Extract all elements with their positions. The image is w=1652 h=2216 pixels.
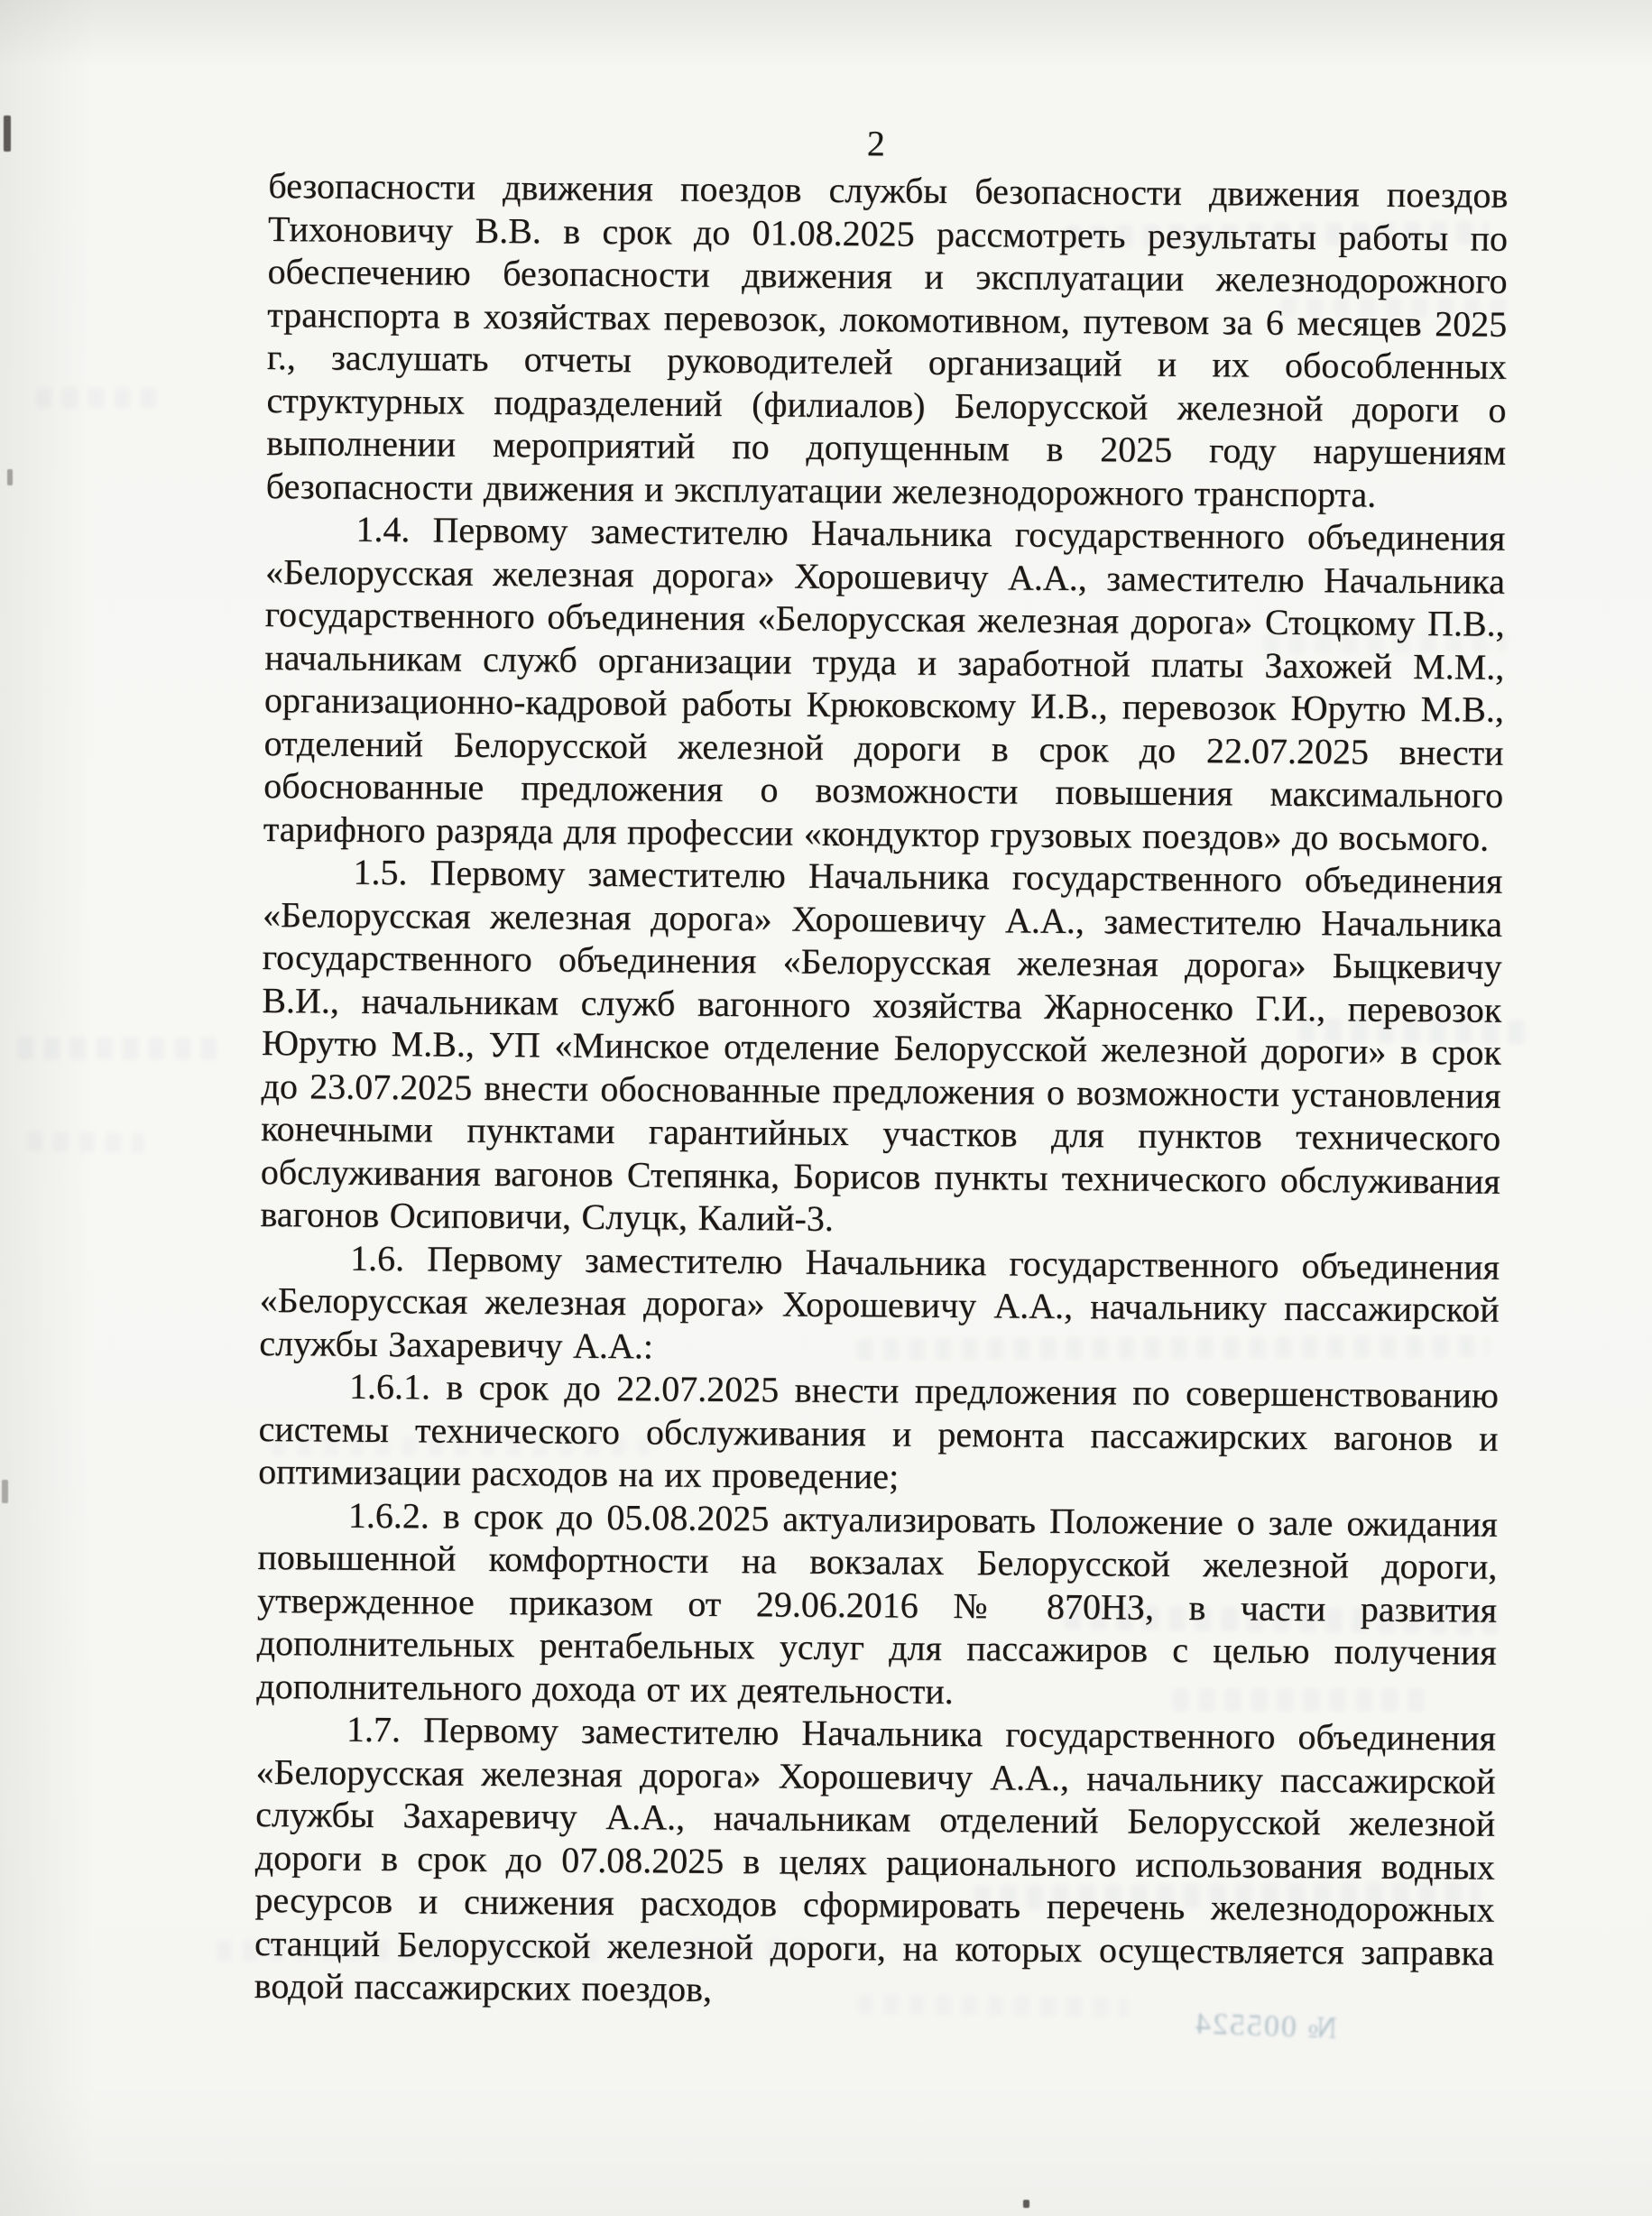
scan-speck	[7, 469, 13, 485]
paragraph-1-6-2: 1.6.2. в срок до 05.08.2025 актуализировать Положение о зале ожидания повышенной комфортности на вокзалах Белорусской железной дороги, утвержденное приказом от 29.06.2016 № 870НЗ, в части развития дополнительных рентабельных услуг для пассажиров с целью получения дополнительного дохода от их деятельности.	[256, 1494, 1498, 1712]
bleed-through-mark	[36, 388, 162, 408]
paragraph-1-7: 1.7. Первому заместителю Начальника государственного объединения «Белорусская железная дорога» Хорошевичу А.А., начальнику пассажирской службы Захаревичу А.А., начальникам отделений Белорусской железной дороги в срок до 07.08.2025 в целях рационального использования водных ресурсов и снижения расходов сформировать перечень железнодорожных станций Белорусской железной дороги, на которых осуществляется заправка водой пассажирских поездов,	[254, 1708, 1497, 2009]
document-body	[254, 164, 1509, 2017]
scan-edge-shade-left	[0, 0, 135, 2216]
scan-edge-shade-top	[0, 0, 1652, 81]
bleed-through-mark	[18, 1038, 217, 1059]
scan-speck	[1023, 2200, 1029, 2208]
document-content	[254, 117, 1509, 2017]
paragraph-1-5: 1.5. Первому заместителю Начальника государственного объединения «Белорусская железная дорога» Хорошевичу А.А., заместителю Начальника государственного объединения «Белорусская железная дорога» Быцкевичу В.И., начальникам служб вагонного хозяйства Жарносенко Г.И., перевозок Юрутю М.В., УП «Минское отделение Белорусской железной дороги» в срок до 23.07.2025 внести обоснованные предложения о возможности установления конечными пунктами гарантийных участков для пунктов технического обслуживания вагонов Степянка, Борисов пункты технического обслуживания вагонов Осиповичи, Слуцк, Калий-3.	[260, 851, 1503, 1239]
paragraph-1-6-1: 1.6.1. в срок до 22.07.2025 внести предложения по совершенствованию системы технического обслуживания и ремонта пассажирских вагонов и оптимизации расходов на их проведение;	[258, 1365, 1500, 1497]
paragraph-1-6: 1.6. Первому заместителю Начальника государственного объединения «Белорусская железная дорога» Хорошевичу А.А., начальнику пассажирской службы Захаревичу А.А.:	[259, 1237, 1500, 1366]
paragraph-1-4: 1.4. Первому заместителю Начальника государственного объединения «Белорусская железная дорога» Хорошевичу А.А., заместителю Начальника государственного объединения «Белорусская железная дорога» Стоцкому П.В., начальникам служб организации труда и заработной платы Захожей М.М., организационно-кадровой работы Крюковскому И.В., перевозок Юрутю М.В., отделений Белорусской железной дороги в срок до 22.07.2025 внести обоснованные предложения о возможности повышения максимального тарифного разряда для профессии «кондуктор грузовых поездов» до восьмого.	[263, 508, 1506, 859]
scan-speck	[4, 115, 11, 152]
page-number: 2	[866, 123, 885, 164]
bleed-through-stamp: № 005524	[1193, 2007, 1338, 2045]
bleed-through-mark	[27, 1131, 144, 1153]
scan-speck	[2, 1480, 8, 1503]
paragraph-continuation: безопасности движения поездов службы безопасности движения поездов Тихоновичу В.В. в срок до 01.08.2025 рассмотреть результаты работы по обеспечению безопасности движения и эксплуатации железнодорожного транспорта в хозяйствах перевозок, локомотивном, путевом за 6 месяцев 2025 г., заслушать отчеты руководителей организаций и их обособленных структурных подразделений (филиалов) Белорусской железной дороги о выполнении мероприятий по допущенным в 2025 году нарушениям безопасности движения и эксплуатации железнодорожного транспорта.	[265, 164, 1509, 515]
